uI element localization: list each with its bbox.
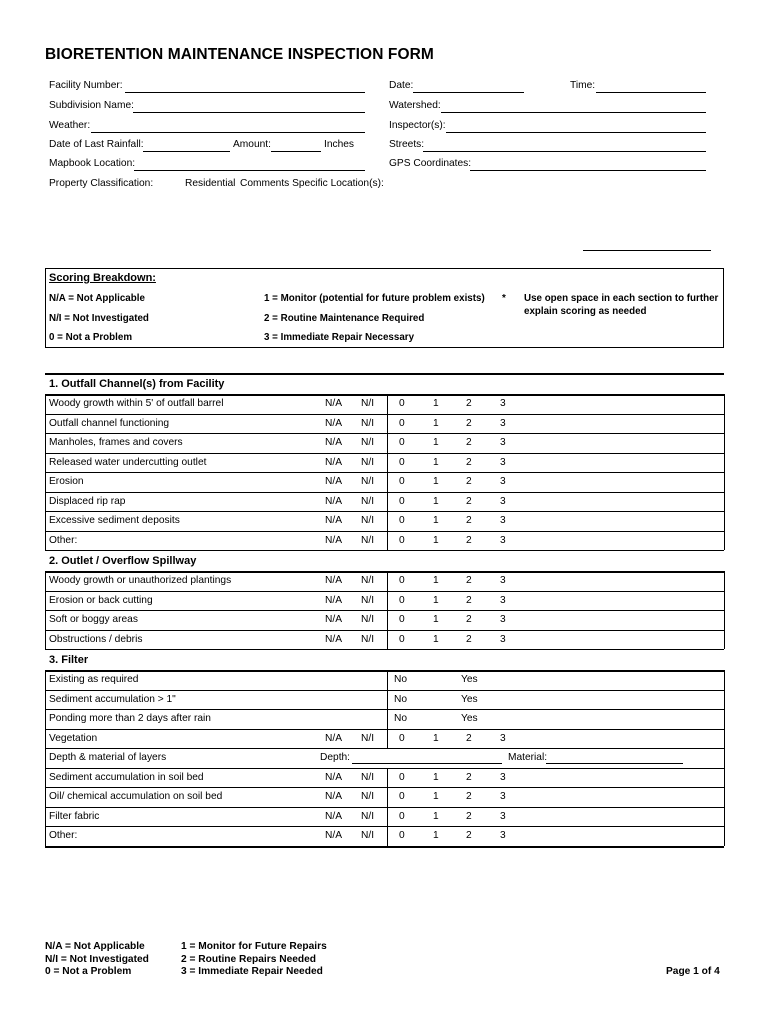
score-option-ni[interactable]: N/I (361, 810, 375, 822)
row-border-left (45, 690, 46, 710)
score-option-ni[interactable]: N/I (361, 575, 375, 586)
row-border-left (45, 453, 46, 473)
score-option-na[interactable]: N/A (325, 614, 342, 625)
score-option-ni[interactable]: N/I (361, 456, 375, 468)
score-option-s3[interactable]: 3 (500, 633, 506, 645)
row-rule (45, 807, 724, 808)
row-rule (45, 748, 724, 749)
section-title: 1. Outfall Channel(s) from Facility (49, 378, 225, 390)
depth-label: Depth: (320, 752, 351, 763)
option-no[interactable]: No (394, 674, 408, 685)
row-divider (387, 826, 388, 846)
row-border-right (724, 768, 725, 788)
score-option-ni[interactable]: N/I (361, 437, 375, 448)
score-option-na[interactable]: N/A (325, 495, 342, 507)
row-label: Released water undercutting outlet (49, 456, 207, 468)
row-divider (387, 492, 388, 512)
score-option-s1[interactable]: 1 (433, 575, 439, 586)
score-option-s3[interactable]: 3 (500, 830, 506, 841)
score-option-na[interactable]: N/A (325, 771, 342, 783)
inches-label: Inches (324, 139, 355, 150)
subdivision-label: Subdivision Name: (49, 100, 134, 111)
score-option-s0[interactable]: 0 (399, 575, 405, 586)
score-option-s2[interactable]: 2 (466, 732, 472, 744)
row-border-left (45, 807, 46, 827)
row-border-left (45, 472, 46, 492)
watershed-field[interactable] (441, 112, 706, 113)
row-divider (387, 709, 388, 729)
score-option-s0[interactable]: 0 (399, 633, 405, 645)
row-rule (45, 649, 724, 650)
row-divider (387, 591, 388, 611)
gps-field[interactable] (470, 170, 706, 171)
scoring-two: 2 = Routine Maintenance Required (264, 313, 425, 324)
row-label: Excessive sediment deposits (49, 515, 180, 526)
score-option-s2[interactable]: 2 (466, 417, 472, 429)
score-option-s3[interactable]: 3 (500, 732, 506, 744)
row-label: Existing as required (49, 674, 139, 685)
streets-field[interactable] (423, 151, 706, 152)
row-rule (45, 531, 724, 532)
row-border-left (45, 729, 46, 749)
score-option-s2[interactable]: 2 (466, 614, 472, 625)
row-border-right (724, 571, 725, 591)
score-option-s2[interactable]: 2 (466, 633, 472, 645)
row-border-right (724, 472, 725, 492)
score-option-s3[interactable]: 3 (500, 476, 506, 487)
comments-label: Comments Specific Location(s): (240, 178, 384, 189)
row-border-right (724, 414, 725, 434)
last-rainfall-label: Date of Last Rainfall: (49, 139, 144, 150)
footer-one: 1 = Monitor for Future Repairs (181, 941, 327, 952)
score-option-s3[interactable]: 3 (500, 594, 506, 606)
score-option-s0[interactable]: 0 (399, 771, 405, 783)
row-rule (45, 787, 724, 788)
score-option-s0[interactable]: 0 (399, 515, 405, 526)
row-border-right (724, 748, 725, 768)
scoring-one: 1 = Monitor (potential for future problem exists) (264, 293, 485, 304)
row-border-right (724, 531, 725, 551)
row-divider (387, 414, 388, 434)
score-option-na[interactable]: N/A (325, 791, 342, 802)
row-border-right (724, 492, 725, 512)
row-border-right (724, 610, 725, 630)
score-option-s2[interactable]: 2 (466, 456, 472, 468)
score-option-ni[interactable]: N/I (361, 398, 375, 409)
row-border-right (724, 807, 725, 827)
score-option-s3[interactable]: 3 (500, 515, 506, 526)
scoring-three: 3 = Immediate Repair Necessary (264, 332, 415, 343)
row-border-right (724, 787, 725, 807)
score-option-s1[interactable]: 1 (433, 476, 439, 487)
row-rule (45, 768, 724, 769)
row-border-left (45, 709, 46, 729)
row-label: Sediment accumulation > 1" (49, 693, 176, 705)
mapbook-label: Mapbook Location: (49, 158, 136, 169)
score-option-s3[interactable]: 3 (500, 437, 506, 448)
inspectors-field[interactable] (446, 132, 706, 133)
score-option-ni[interactable]: N/I (361, 771, 375, 783)
row-label: Manholes, frames and covers (49, 437, 183, 448)
score-option-ni[interactable]: N/I (361, 614, 375, 625)
score-option-s1[interactable]: 1 (433, 732, 439, 744)
row-label: Soft or boggy areas (49, 614, 138, 625)
row-border-left (45, 630, 46, 650)
row-rule (45, 453, 724, 454)
score-option-s3[interactable]: 3 (500, 614, 506, 625)
facility-number-field[interactable] (125, 92, 365, 93)
watershed-label: Watershed: (389, 100, 441, 111)
scoring-zero: 0 = Not a Problem (49, 332, 133, 343)
score-option-s3[interactable]: 3 (500, 398, 506, 409)
last-rainfall-field[interactable] (143, 151, 230, 152)
row-label: Ponding more than 2 days after rain (49, 713, 211, 724)
row-divider (387, 433, 388, 453)
residential-label[interactable]: Residential (185, 178, 236, 189)
row-rule (45, 433, 724, 434)
row-border-left (45, 394, 46, 414)
row-label: Vegetation (49, 732, 98, 744)
score-option-s1[interactable]: 1 (433, 495, 439, 507)
row-divider (387, 729, 388, 749)
row-divider (387, 787, 388, 807)
score-option-s1[interactable]: 1 (433, 830, 439, 841)
row-rule (45, 729, 724, 730)
scoring-ni: N/I = Not Investigated (49, 313, 149, 324)
row-rule (45, 591, 724, 592)
date-label: Date: (389, 80, 414, 91)
score-option-s2[interactable]: 2 (466, 810, 472, 822)
form-title: BIORETENTION MAINTENANCE INSPECTION FORM (45, 46, 434, 63)
score-option-s2[interactable]: 2 (466, 575, 472, 586)
row-label: Erosion (49, 476, 84, 487)
option-yes[interactable]: Yes (461, 674, 478, 685)
section-rule (45, 394, 724, 396)
score-option-s3[interactable]: 3 (500, 791, 506, 802)
score-option-na[interactable]: N/A (325, 633, 342, 645)
option-no[interactable]: No (394, 713, 408, 724)
score-option-s0[interactable]: 0 (399, 398, 405, 409)
footer-na: N/A = Not Applicable (45, 941, 145, 952)
row-border-right (724, 709, 725, 729)
score-option-na[interactable]: N/A (325, 437, 342, 448)
section-title: 3. Filter (49, 654, 89, 666)
row-label: Outfall channel functioning (49, 417, 170, 429)
score-option-s0[interactable]: 0 (399, 495, 405, 507)
date-field[interactable] (413, 92, 524, 93)
score-option-s3[interactable]: 3 (500, 456, 506, 468)
score-option-s2[interactable]: 2 (466, 437, 472, 448)
streets-label: Streets: (389, 139, 425, 150)
row-border-left (45, 531, 46, 551)
row-label: Filter fabric (49, 810, 100, 822)
scoring-star: * (502, 293, 506, 304)
score-option-s0[interactable]: 0 (399, 456, 405, 468)
row-divider (387, 610, 388, 630)
option-no[interactable]: No (394, 693, 408, 705)
row-divider (387, 394, 388, 414)
row-divider (387, 511, 388, 531)
row-border-left (45, 748, 46, 768)
time-label: Time: (570, 80, 596, 91)
subdivision-field[interactable] (133, 112, 365, 113)
score-option-s2[interactable]: 2 (466, 534, 472, 546)
score-option-s0[interactable]: 0 (399, 732, 405, 744)
row-border-left (45, 511, 46, 531)
score-option-ni[interactable]: N/I (361, 534, 375, 546)
score-option-na[interactable]: N/A (325, 830, 342, 841)
scoring-note: Use open space in each section to further explain scoring as needed (524, 293, 719, 317)
row-label: Displaced rip rap (49, 495, 126, 507)
footer-legend-middle (181, 941, 327, 979)
row-divider (387, 531, 388, 551)
score-option-s0[interactable]: 0 (399, 830, 405, 841)
score-option-ni[interactable]: N/I (361, 732, 375, 744)
row-label: Oil/ chemical accumulation on soil bed (49, 791, 223, 802)
scoring-heading: Scoring Breakdown: (49, 272, 156, 284)
section-rule (45, 670, 724, 672)
row-border-left (45, 670, 46, 690)
row-border-right (724, 511, 725, 531)
score-option-na[interactable]: N/A (325, 515, 342, 526)
row-border-left (45, 492, 46, 512)
score-option-s2[interactable]: 2 (466, 398, 472, 409)
score-option-na[interactable]: N/A (325, 456, 342, 468)
score-option-ni[interactable]: N/I (361, 830, 375, 841)
row-border-left (45, 826, 46, 846)
score-option-s3[interactable]: 3 (500, 575, 506, 586)
score-option-s0[interactable]: 0 (399, 614, 405, 625)
row-rule (45, 511, 724, 512)
row-rule (45, 826, 724, 827)
facility-number-label: Facility Number: (49, 80, 123, 91)
row-label: Woody growth within 5' of outfall barrel (49, 398, 224, 409)
row-border-left (45, 571, 46, 591)
score-option-ni[interactable]: N/I (361, 791, 375, 802)
row-border-right (724, 394, 725, 414)
score-option-ni[interactable]: N/I (361, 515, 375, 526)
score-option-s1[interactable]: 1 (433, 534, 439, 546)
row-label: Woody growth or unauthorized plantings (49, 575, 232, 586)
amount-field[interactable] (271, 151, 321, 152)
score-option-na[interactable]: N/A (325, 476, 342, 487)
row-border-right (724, 729, 725, 749)
inspectors-label: Inspector(s): (389, 120, 446, 131)
page-number: Page 1 of 4 (666, 966, 720, 977)
score-option-na[interactable]: N/A (325, 732, 342, 744)
row-rule (45, 472, 724, 473)
score-option-na[interactable]: N/A (325, 398, 342, 409)
row-label: Depth & material of layers (49, 752, 167, 763)
score-option-s2[interactable]: 2 (466, 594, 472, 606)
material-label: Material: (508, 752, 548, 763)
row-rule (45, 690, 724, 691)
score-option-s2[interactable]: 2 (466, 495, 472, 507)
score-option-s3[interactable]: 3 (500, 810, 506, 822)
footer-two: 2 = Routine Repairs Needed (181, 953, 317, 965)
row-border-left (45, 768, 46, 788)
section-title: 2. Outlet / Overflow Spillway (49, 555, 197, 567)
amount-label: Amount: (233, 139, 271, 150)
row-rule (45, 414, 724, 415)
score-option-s0[interactable]: 0 (399, 791, 405, 802)
table-top-rule (45, 373, 724, 375)
score-option-s0[interactable]: 0 (399, 594, 405, 606)
row-rule (45, 610, 724, 611)
score-option-ni[interactable]: N/I (361, 594, 375, 606)
gps-label: GPS Coordinates: (389, 158, 472, 169)
score-option-s1[interactable]: 1 (433, 633, 439, 645)
score-option-na[interactable]: N/A (325, 810, 342, 822)
time-field[interactable] (596, 92, 706, 93)
row-rule (45, 492, 724, 493)
score-option-s0[interactable]: 0 (399, 534, 405, 546)
row-border-left (45, 787, 46, 807)
row-rule (45, 550, 724, 551)
footer-ni: N/I = Not Investigated (45, 953, 149, 965)
row-divider (387, 690, 388, 710)
row-border-right (724, 690, 725, 710)
depth-field[interactable] (352, 763, 502, 764)
score-option-s0[interactable]: 0 (399, 437, 405, 448)
material-field[interactable] (546, 763, 683, 764)
score-option-s2[interactable]: 2 (466, 791, 472, 802)
row-label: Sediment accumulation in soil bed (49, 771, 204, 783)
score-option-ni[interactable]: N/I (361, 633, 375, 645)
footer-zero: 0 = Not a Problem (45, 966, 132, 977)
footer-three: 3 = Immediate Repair Needed (181, 966, 323, 977)
score-option-s2[interactable]: 2 (466, 830, 472, 841)
score-option-ni[interactable]: N/I (361, 417, 375, 429)
row-divider (387, 807, 388, 827)
mapbook-field[interactable] (134, 170, 365, 171)
score-option-s1[interactable]: 1 (433, 437, 439, 448)
row-border-right (724, 453, 725, 473)
row-divider (387, 670, 388, 690)
table-bottom-rule (45, 846, 724, 848)
score-option-ni[interactable]: N/I (361, 495, 375, 507)
row-border-right (724, 826, 725, 846)
score-option-s1[interactable]: 1 (433, 614, 439, 625)
score-option-s1[interactable]: 1 (433, 515, 439, 526)
section-rule (45, 571, 724, 573)
row-border-left (45, 433, 46, 453)
score-option-s1[interactable]: 1 (433, 456, 439, 468)
score-option-s3[interactable]: 3 (500, 417, 506, 429)
score-option-s1[interactable]: 1 (433, 810, 439, 822)
row-border-left (45, 414, 46, 434)
row-border-right (724, 670, 725, 690)
row-label: Obstructions / debris (49, 633, 143, 645)
row-border-right (724, 630, 725, 650)
score-option-s3[interactable]: 3 (500, 534, 506, 546)
score-option-s2[interactable]: 2 (466, 771, 472, 783)
score-option-s1[interactable]: 1 (433, 791, 439, 802)
option-yes[interactable]: Yes (461, 693, 478, 705)
score-option-s0[interactable]: 0 (399, 417, 405, 429)
score-option-s2[interactable]: 2 (466, 476, 472, 487)
score-option-na[interactable]: N/A (325, 417, 342, 429)
score-option-s1[interactable]: 1 (433, 417, 439, 429)
score-option-s2[interactable]: 2 (466, 515, 472, 526)
footer-legend-left (45, 941, 149, 979)
row-divider (387, 472, 388, 492)
row-label: Other: (49, 534, 78, 546)
row-border-right (724, 591, 725, 611)
row-rule (45, 630, 724, 631)
option-yes[interactable]: Yes (461, 713, 478, 724)
row-rule (45, 709, 724, 710)
row-label: Other: (49, 830, 78, 841)
row-border-left (45, 591, 46, 611)
weather-field[interactable] (91, 132, 365, 133)
row-border-left (45, 610, 46, 630)
property-classification-label: Property Classification: (49, 178, 154, 189)
score-option-s3[interactable]: 3 (500, 771, 506, 783)
score-option-na[interactable]: N/A (325, 594, 342, 606)
weather-label: Weather: (49, 120, 91, 131)
row-border-right (724, 433, 725, 453)
row-divider (387, 630, 388, 650)
score-option-s0[interactable]: 0 (399, 810, 405, 822)
score-option-s1[interactable]: 1 (433, 594, 439, 606)
score-option-na[interactable]: N/A (325, 534, 342, 546)
score-option-s1[interactable]: 1 (433, 398, 439, 409)
row-divider (387, 571, 388, 591)
row-divider (387, 768, 388, 788)
row-divider (387, 453, 388, 473)
score-option-na[interactable]: N/A (325, 575, 342, 586)
scoring-na: N/A = Not Applicable (49, 293, 145, 304)
score-option-ni[interactable]: N/I (361, 476, 375, 487)
score-option-s0[interactable]: 0 (399, 476, 405, 487)
score-option-s1[interactable]: 1 (433, 771, 439, 783)
score-option-s3[interactable]: 3 (500, 495, 506, 507)
comments-field[interactable] (583, 250, 711, 251)
row-label: Erosion or back cutting (49, 594, 153, 606)
